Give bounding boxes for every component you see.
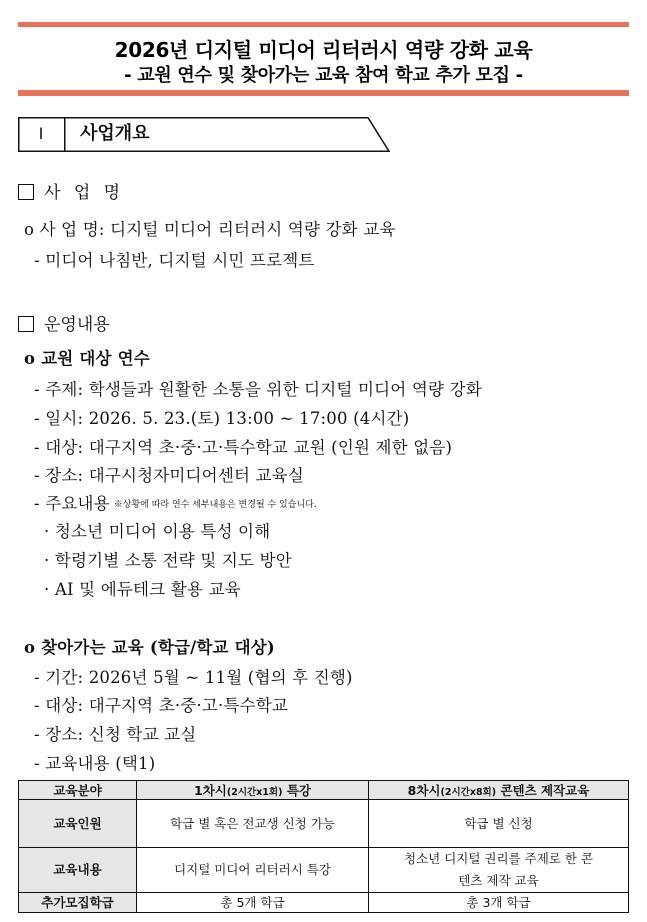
teacher-theme: - 주제: 학생들과 원활한 소통을 위한 디지털 미디어 역량 강화 xyxy=(34,380,482,399)
document-subtitle: - 교원 연수 및 찾아가는 교육 참여 학교 추가 모집 - xyxy=(124,65,523,86)
visiting-education-title: o 찾아가는 교육 (학급/학교 대상) xyxy=(24,638,275,657)
document-title: 2026년 디지털 미디어 리터러시 역량 강화 교육 xyxy=(114,38,533,62)
table-cell: 학급 별 신청 xyxy=(369,800,629,848)
row-label: 교육내용 xyxy=(19,848,137,893)
table-cell: 총 5개 학급 xyxy=(137,893,369,913)
teacher-content-item: · 학령기별 소통 전략 및 지도 방안 xyxy=(44,551,292,570)
row-label: 추가모집학급 xyxy=(19,893,137,913)
bottom-accent-bar xyxy=(18,90,629,96)
content-note: ※상황에 따라 연수 세부내용은 변경될 수 있습니다. xyxy=(113,500,317,510)
table-header-field: 교육분야 xyxy=(19,781,137,800)
section-title: 사업개요 xyxy=(80,123,150,144)
table-cell: 디지털 미디어 리터러시 특강 xyxy=(137,848,369,893)
teacher-place: - 장소: 대구시청자미디어센터 교육실 xyxy=(34,466,304,485)
visiting-place: - 장소: 신청 학교 교실 xyxy=(34,725,197,744)
table-row xyxy=(19,848,629,893)
section-header xyxy=(18,117,390,152)
table-header-row xyxy=(19,781,629,800)
visiting-content: - 교육내용 (택1) xyxy=(34,754,156,773)
project-name-line: o 사 업 명: 디지털 미디어 리터러시 역량 강화 교육 xyxy=(24,220,396,239)
table-header-lecture: 1차시(2시간x1회) 특강 xyxy=(137,781,369,800)
teacher-content-item: · AI 및 에듀테크 활용 교육 xyxy=(44,580,241,599)
table-row xyxy=(19,893,629,913)
table-row xyxy=(19,800,629,848)
section-header-frame xyxy=(18,117,390,152)
teacher-content-item: · 청소년 미디어 이용 특성 이해 xyxy=(44,522,271,541)
table-cell: 청소년 디지털 권리를 주제로 한 콘텐츠 제작 교육 xyxy=(369,848,629,893)
education-table xyxy=(18,780,629,913)
teacher-date: - 일시: 2026. 5. 23.(토) 13:00 ~ 17:00 (4시간) xyxy=(34,409,410,428)
checkbox-square-icon xyxy=(18,184,34,200)
top-accent-bar xyxy=(18,22,629,27)
table-header-content-production: 8차시(2시간x8회) 콘텐츠 제작교육 xyxy=(369,781,629,800)
teacher-content: - 주요내용 ※상황에 따라 연수 세부내용은 변경될 수 있습니다. xyxy=(34,494,317,513)
visiting-period: - 기간: 2026년 5월 ~ 11월 (협의 후 진행) xyxy=(34,668,353,687)
table-cell: 학급 별 혹은 전교생 신청 가능 xyxy=(137,800,369,848)
row-label: 교육인원 xyxy=(19,800,137,848)
project-alias-line: - 미디어 나침반, 디지털 시민 프로젝트 xyxy=(34,251,315,270)
checkbox-square-icon xyxy=(18,316,34,332)
teacher-target: - 대상: 대구지역 초·중·고·특수학교 교원 (인원 제한 없음) xyxy=(34,438,453,457)
project-heading: 사 업 명 xyxy=(18,178,124,203)
teacher-training-title: o 교원 대상 연수 xyxy=(24,349,150,368)
visiting-target: - 대상: 대구지역 초·중·고·특수학교 xyxy=(34,696,289,715)
operation-heading: 운영내용 xyxy=(18,310,110,335)
section-number: Ⅰ xyxy=(38,124,44,143)
table-cell: 총 3개 학급 xyxy=(369,893,629,913)
